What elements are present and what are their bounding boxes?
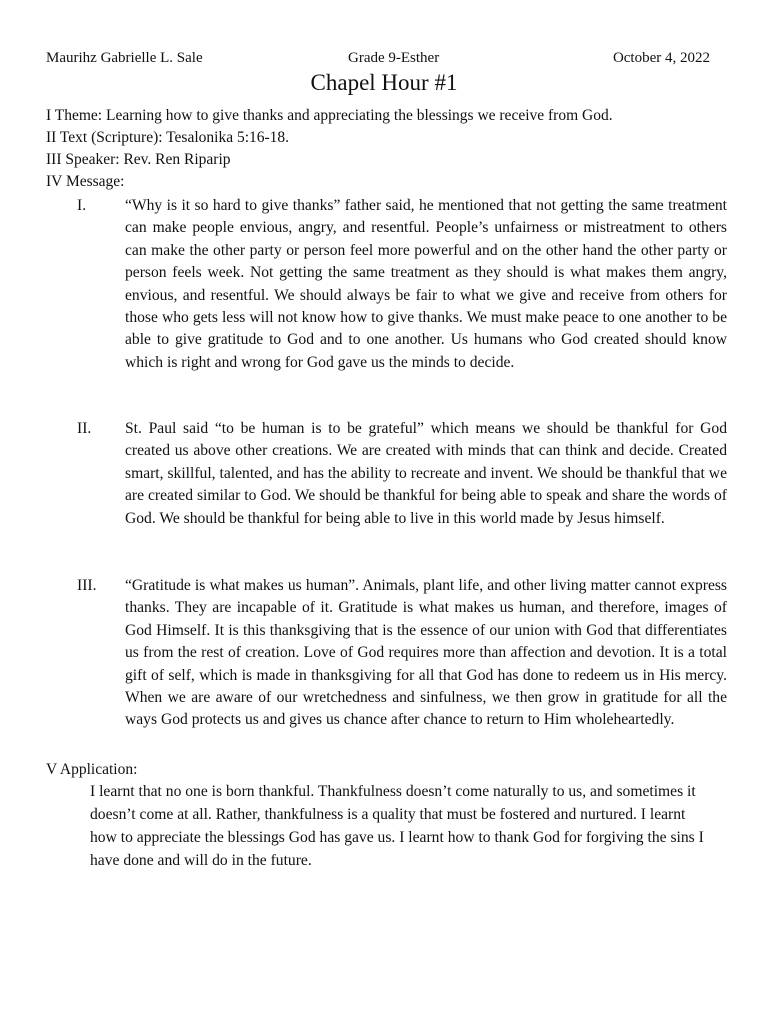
theme-line: I Theme: Learning how to give thanks and appreciating the blessings we receive from God. [46,107,613,124]
message-numeral: III. [77,577,97,594]
speaker-line: III Speaker: Rev. Ren Riparip [46,151,231,168]
author-name: Maurihz Gabrielle L. Sale [46,50,203,66]
scripture-line: II Text (Scripture): Tesalonika 5:16-18. [46,129,290,146]
application-heading: V Application: [46,761,138,778]
page-title: Chapel Hour #1 [310,70,458,95]
message-paragraph: “Why is it so hard to give thanks” father said, he mentioned that not getting the same treatment can make people envious, angry, and resentful. People’s unfairness or mistreatment to others can make the other party or person feel more powerful and on the other hand the other party or person feels week. Not getting the same treatment as they should is what makes them angry, envious, and resentful. We should always be fair to what we give and receive from others for those who gets less will not know how to give thanks. We must make peace to one another to be able to give gratitude to God and to one another. Us humans who God created should know which is right and wrong for God gave us the minds to decide. [125,197,727,371]
message-heading: IV Message: [46,173,125,190]
document-date: October 4, 2022 [612,50,710,66]
message-numeral: I. [77,197,87,214]
message-numeral: II. [77,420,92,437]
application-paragraph: I learnt that no one is born thankful. Thankfulness doesn’t come naturally to us, and sometimes it doesn’t come at all. Rather, thankfulness is a quality that must be fostered and nurtured. I learnt how to appreciate the blessings God has gave us. I learnt how to thank God for forgiving the sins I have done and will do in the future. [90,783,704,869]
document-header [46,48,710,68]
grade-section: Grade 9-Esther [348,50,440,66]
message-item [77,195,727,374]
message-item [77,575,727,732]
message-paragraph: St. Paul said “to be human is to be grateful” which means we should be thankful for God created us above other creations. We are created with minds that can think and decide. Created smart, skillful, talented, and has the ability to recreate and invent. We should be thankful that we are created similar to God. We should be thankful for being able to speak and share the words of God. We should be thankful for being able to live in this world made by Jesus himself. [125,420,727,527]
message-paragraph: “Gratitude is what makes us human”. Animals, plant life, and other living matter cannot express thanks. They are incapable of it. Gratitude is what makes us human, and therefore, images of God Himself. It is this thanksgiving that is the essence of our union with God that differentiates us from the rest of creation. Love of God requires more than affection and devotion. It is a total gift of self, which is made in thanksgiving for all that God has done to redeem us in His mercy. When we are aware of our wretchedness and sinfulness, we then grow in gratitude for all the ways God protects us and gives us chance after chance to return to Him wholeheartedly. [125,577,727,729]
message-item [77,418,727,530]
